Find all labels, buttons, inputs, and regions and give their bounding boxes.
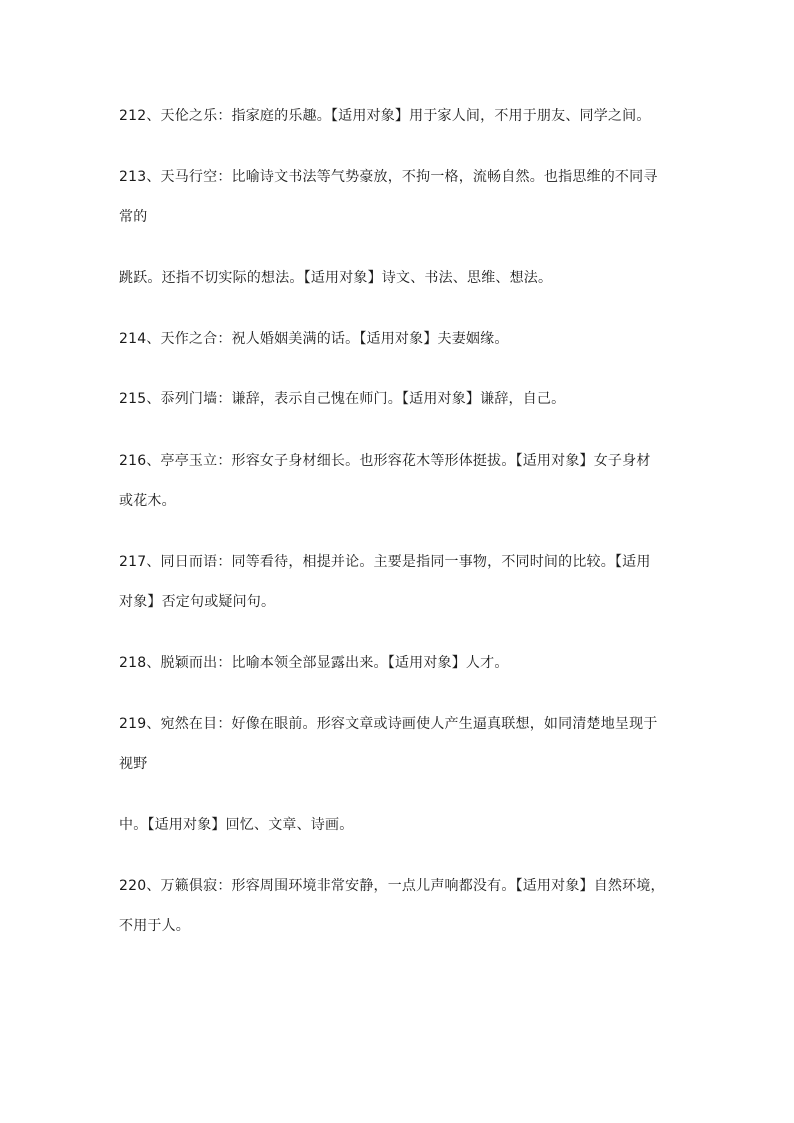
entry-212-line-1: 212、天伦之乐：指家庭的乐趣。【适用对象】用于家人间，不用于朋友、同学之间。 [119,108,651,124]
entry-219-line-3: 中。【适用对象】回忆、文章、诗画。 [119,817,354,833]
entry-215-line-1: 215、忝列门墙：谦辞，表示自己愧在师门。【适用对象】谦辞，自己。 [119,391,566,407]
entry-220-line-2: 不用于人。 [119,918,190,934]
entry-213-line-2: 常的 [119,209,148,225]
entry-217-line-2: 对象】否定句或疑问句。 [119,594,276,610]
entry-219-line-1: 219、宛然在目：好像在眼前。形容文章或诗画使人产生逼真联想，如同清楚地呈现于 [119,716,658,732]
entry-217-line-1: 217、同日而语：同等看待，相提并论。主要是指同一事物，不同时间的比较。【适用 [119,554,651,570]
entry-219-line-2: 视野 [119,756,148,772]
entry-216-line-2: 或花木。 [119,493,176,509]
entry-213-line-1: 213、天马行空：比喻诗文书法等气势豪放，不拘一格，流畅自然。也指思维的不同寻 [119,169,658,185]
entry-213-line-3: 跳跃。还指不切实际的想法。【适用对象】诗文、书法、思维、想法。 [119,270,553,286]
entry-216-line-1: 216、亭亭玉立：形容女子身材细长。也形容花木等形体挺拔。【适用对象】女子身材 [119,453,651,469]
entry-220-line-1: 220、万籁俱寂：形容周围环境非常安静，一点儿声响都没有。【适用对象】自然环境， [119,878,665,894]
entry-214-line-1: 214、天作之合：祝人婚姻美满的话。【适用对象】夫妻姻缘。 [119,331,509,347]
entry-218-line-1: 218、脱颖而出：比喻本领全部显露出来。【适用对象】人才。 [119,655,509,671]
